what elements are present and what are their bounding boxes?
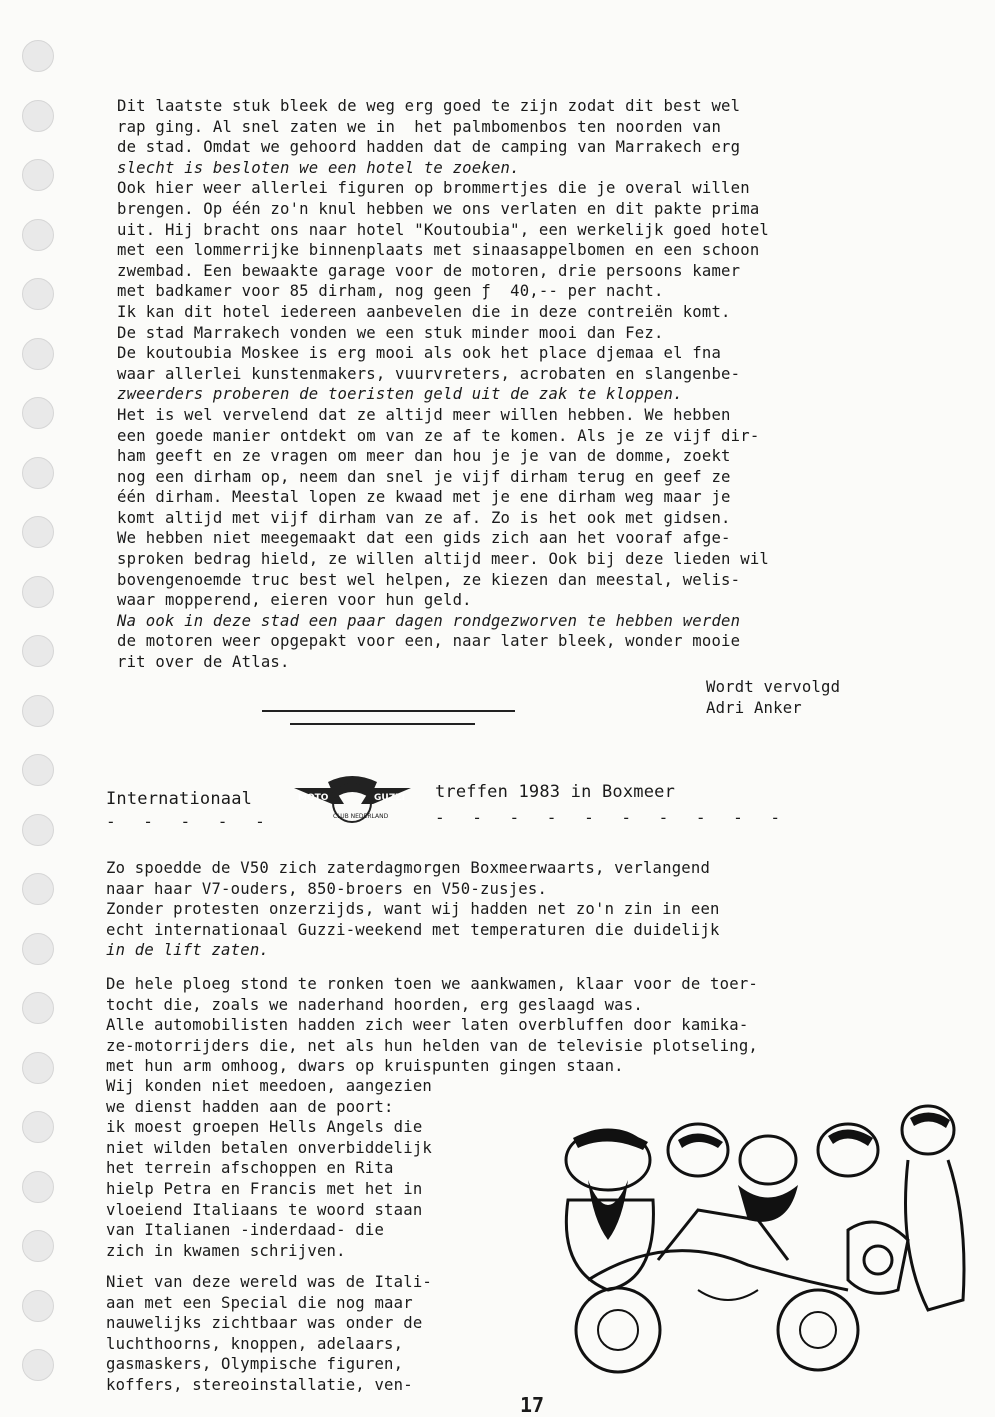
text-line: vloeiend Italiaans te woord staan xyxy=(106,1200,423,1219)
text-line: Ook hier weer allerlei figuren op brommertjes die je overal willen xyxy=(117,179,750,198)
text-line: met hun arm omhoog, dwars op kruispunten gingen staan. xyxy=(106,1057,624,1076)
text-line: tocht die, zoals we naderhand hoorden, erg geslaagd was. xyxy=(106,995,643,1014)
text-line: het terrein afschoppen en Rita xyxy=(106,1159,394,1178)
binder-hole-icon xyxy=(22,1171,54,1203)
header-left-dashes: - - - - - xyxy=(106,812,274,831)
page-number: 17 xyxy=(520,1393,545,1417)
text-line: slecht is besloten we een hotel te zoeken. xyxy=(117,158,520,177)
text-line: ham geeft en ze vragen om meer dan hou je je van de domme, zoekt xyxy=(117,447,731,466)
text-line: De stad Marrakech vonden we een stuk minder mooi dan Fez. xyxy=(117,323,664,342)
header-right-dashes: - - - - - - - - - - xyxy=(435,808,790,827)
header-left: Internationaal xyxy=(106,789,253,809)
to-be-continued: Wordt vervolgd xyxy=(706,678,841,696)
text-line: komt altijd met vijf dirham van ze af. Zo is het ook met gidsen. xyxy=(117,508,731,527)
binder-hole-icon xyxy=(22,1349,54,1381)
text-line: Het is wel vervelend dat ze altijd meer willen hebben. We hebben xyxy=(117,405,731,424)
text-line: een goede manier ontdekt om van ze af te komen. Als je ze vijf dir- xyxy=(117,426,760,445)
binder-hole-icon xyxy=(22,695,54,727)
text-line: Ik kan dit hotel iedereen aanbevelen die in deze contreiën komt. xyxy=(117,302,731,321)
text-line: ze-motorrijders die, net als hun helden van de televisie plotseling, xyxy=(106,1036,758,1055)
moto-guzzi-club-logo xyxy=(290,770,415,830)
story1-body xyxy=(117,96,769,673)
text-line: de motoren weer opgepakt voor een, naar later bleek, wonder mooie xyxy=(117,632,741,651)
text-line: De hele ploeg stond te ronken toen we aankwamen, klaar voor de toer- xyxy=(106,975,758,993)
text-line: zwembad. Een bewaakte garage voor de motoren, drie persoons kamer xyxy=(117,261,741,280)
bikers-illustration xyxy=(548,1090,973,1380)
text-line: uit. Hij bracht ons naar hotel "Koutoubia", een werkelijk goed hotel xyxy=(117,220,769,239)
text-line: echt internationaal Guzzi-weekend met temperaturen die duidelijk xyxy=(106,920,720,939)
binder-hole-icon xyxy=(22,635,54,667)
text-line: Wij konden niet meedoen, aangezien xyxy=(106,1077,432,1095)
author: Adri Anker xyxy=(706,699,802,717)
text-line: naar haar V7-ouders, 850-broers en V50-zusjes. xyxy=(106,879,548,898)
text-line: zich in kwamen schrijven. xyxy=(106,1241,346,1260)
text-line: de stad. Omdat we gehoord hadden dat de camping van Marrakech erg xyxy=(117,138,741,157)
story2-para2 xyxy=(106,974,758,1077)
text-line: zweerders proberen de toeristen geld uit de zak te kloppen. xyxy=(117,385,683,404)
text-line: luchthoorns, knoppen, adelaars, xyxy=(106,1334,404,1353)
text-line: in de lift zaten. xyxy=(106,941,269,960)
text-line: met een lommerrijke binnenplaats met sinaasappelbomen en een schoon xyxy=(117,241,760,260)
text-line: met badkamer voor 85 dirham, nog geen ƒ 40,-- per nacht. xyxy=(117,282,664,301)
binder-hole-icon xyxy=(22,457,54,489)
text-line: gasmaskers, Olympische figuren, xyxy=(106,1355,404,1374)
text-line: koffers, stereoinstallatie, ven- xyxy=(106,1375,413,1394)
binder-hole-icon xyxy=(22,397,54,429)
binder-hole-icon xyxy=(22,1052,54,1084)
text-line: waar allerlei kunstenmakers, vuurvreters, acrobaten en slangenbe- xyxy=(117,364,741,383)
text-line: één dirham. Meestal lopen ze kwaad met je ene dirham weg maar je xyxy=(117,488,731,507)
binder-holes xyxy=(22,40,62,1410)
binder-hole-icon xyxy=(22,1290,54,1322)
text-line: niet wilden betalen onverbiddelijk xyxy=(106,1138,432,1157)
story2-column2 xyxy=(106,1272,432,1396)
text-line: Niet van deze wereld was de Itali- xyxy=(106,1273,432,1291)
binder-hole-icon xyxy=(22,278,54,310)
binder-hole-icon xyxy=(22,100,54,132)
text-line: We hebben niet meegemaakt dat een gids zich aan het vooraf afge- xyxy=(117,529,731,548)
text-line: De koutoubia Moskee is erg mooi als ook het place djemaa el fna xyxy=(117,344,722,363)
logo-text-club: CLUB NEDERLAND xyxy=(333,813,389,820)
binder-hole-icon xyxy=(22,873,54,905)
logo-text-moto: MOTO xyxy=(298,793,329,803)
binder-hole-icon xyxy=(22,1111,54,1143)
text-line: Zo spoedde de V50 zich zaterdagmorgen Boxmeerwaarts, verlangend xyxy=(106,859,711,877)
binder-hole-icon xyxy=(22,576,54,608)
binder-hole-icon xyxy=(22,219,54,251)
text-line: Na ook in deze stad een paar dagen rondgezworven te hebben werden xyxy=(117,611,741,630)
text-line: aan met een Special die nog maar xyxy=(106,1293,413,1312)
text-line: Alle automobilisten hadden zich weer laten overbluffen door kamika- xyxy=(106,1016,749,1035)
text-line: bovengenoemde truc best wel helpen, ze kiezen dan meestal, welis- xyxy=(117,570,741,589)
binder-hole-icon xyxy=(22,40,54,72)
text-line: waar mopperend, eieren voor hun geld. xyxy=(117,591,472,610)
binder-hole-icon xyxy=(22,516,54,548)
text-line: we dienst hadden aan de poort: xyxy=(106,1097,394,1116)
binder-hole-icon xyxy=(22,1230,54,1262)
text-line: rit over de Atlas. xyxy=(117,653,290,672)
story2-intro xyxy=(106,858,720,961)
binder-hole-icon xyxy=(22,814,54,846)
text-line: Dit laatste stuk bleek de weg erg goed te zijn zodat dit best wel xyxy=(117,97,741,115)
text-line: sproken bedrag hield, ze willen altijd meer. Ook bij deze lieden wil xyxy=(117,550,769,569)
binder-hole-icon xyxy=(22,933,54,965)
text-line: ik moest groepen Hells Angels die xyxy=(106,1118,423,1137)
logo-text-guzzi: GUZZI xyxy=(374,793,406,803)
text-line: van Italianen -inderdaad- die xyxy=(106,1221,385,1240)
text-line: hielp Petra en Francis met het in xyxy=(106,1179,423,1198)
binder-hole-icon xyxy=(22,754,54,786)
text-line: Zonder protesten onzerzijds, want wij hadden net zo'n zin in een xyxy=(106,900,720,919)
divider-line-1 xyxy=(262,710,515,712)
text-line: nog een dirham op, neem dan snel je vijf dirham terug en geef ze xyxy=(117,467,731,486)
story2-column xyxy=(106,1076,432,1261)
text-line: nauwelijks zichtbaar was onder de xyxy=(106,1314,423,1333)
binder-hole-icon xyxy=(22,159,54,191)
text-line: brengen. Op één zo'n knul hebben we ons verlaten en dit pakte prima xyxy=(117,199,760,218)
binder-hole-icon xyxy=(22,992,54,1024)
text-line: rap ging. Al snel zaten we in het palmbomenbos ten noorden van xyxy=(117,117,722,136)
divider-line-2 xyxy=(290,723,475,725)
binder-hole-icon xyxy=(22,338,54,370)
header-right: treffen 1983 in Boxmeer xyxy=(435,782,676,802)
